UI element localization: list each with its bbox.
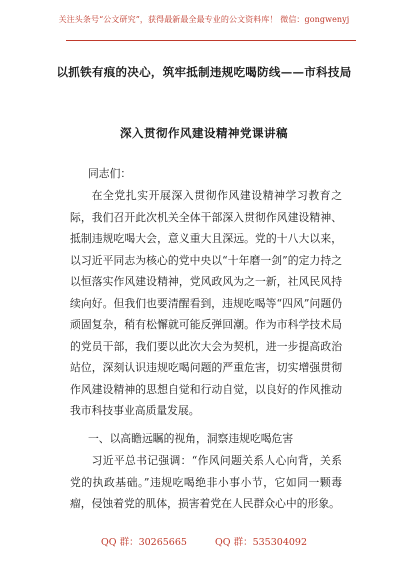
footer-qq-group-1: QQ 群：30265665 xyxy=(100,537,187,548)
document-title: 以抓铁有痕的决心，筑牢抵制违规吃喝防线——市科技局 xyxy=(56,65,352,79)
footer xyxy=(0,534,408,548)
greeting: 同志们： xyxy=(88,167,132,180)
footer-qq-group-2: QQ 群：535304092 xyxy=(215,537,307,548)
header-banner: 关注头条号“公文研究”，获得最新最全最专业的公文资料库！ 微信：gongwenyj xyxy=(58,15,350,24)
banner-divider xyxy=(66,40,356,41)
paragraph-1: 在全党扎实开展深入贯彻作风建设精神学习教育之际，我们召开此次机关全体干部深入贯彻作风建设精神、抵制违规吃喝大会，意义重大且深远。党的十八大以来，以习近平同志为核心的党中央以“十年磨一剑”的定力持之以恒落实作风建设精神，党风政风为之一新，社风民风持续向好。但我们也要清醒看到，违规吃喝等“四风”问题仍顽固复杂，稍有松懈就可能反弹回潮。作为市科学技术局的党员干部，我们要以此次大会为契机，进一步提高政治站位，深刻认识违规吃喝问题的严重危害，切实增强贯彻作风建设精神的思想自觉和行动自觉，以良好的作风推动我市科技事业高质量发展。 xyxy=(70,189,342,417)
paragraph-2: 习近平总书记强调：“作风问题关系人心向背，关系党的执政基础。”违规吃喝绝非小事小节，它如同一颗毒瘤，侵蚀着党的肌体，损害着党在人民群众心中的形象。 xyxy=(70,454,342,510)
section-heading-1: 一、以高瞻远瞩的视角，洞察违规吃喝危害 xyxy=(88,432,294,445)
document-subtitle: 深入贯彻作风建设精神党课讲稿 xyxy=(120,126,288,140)
